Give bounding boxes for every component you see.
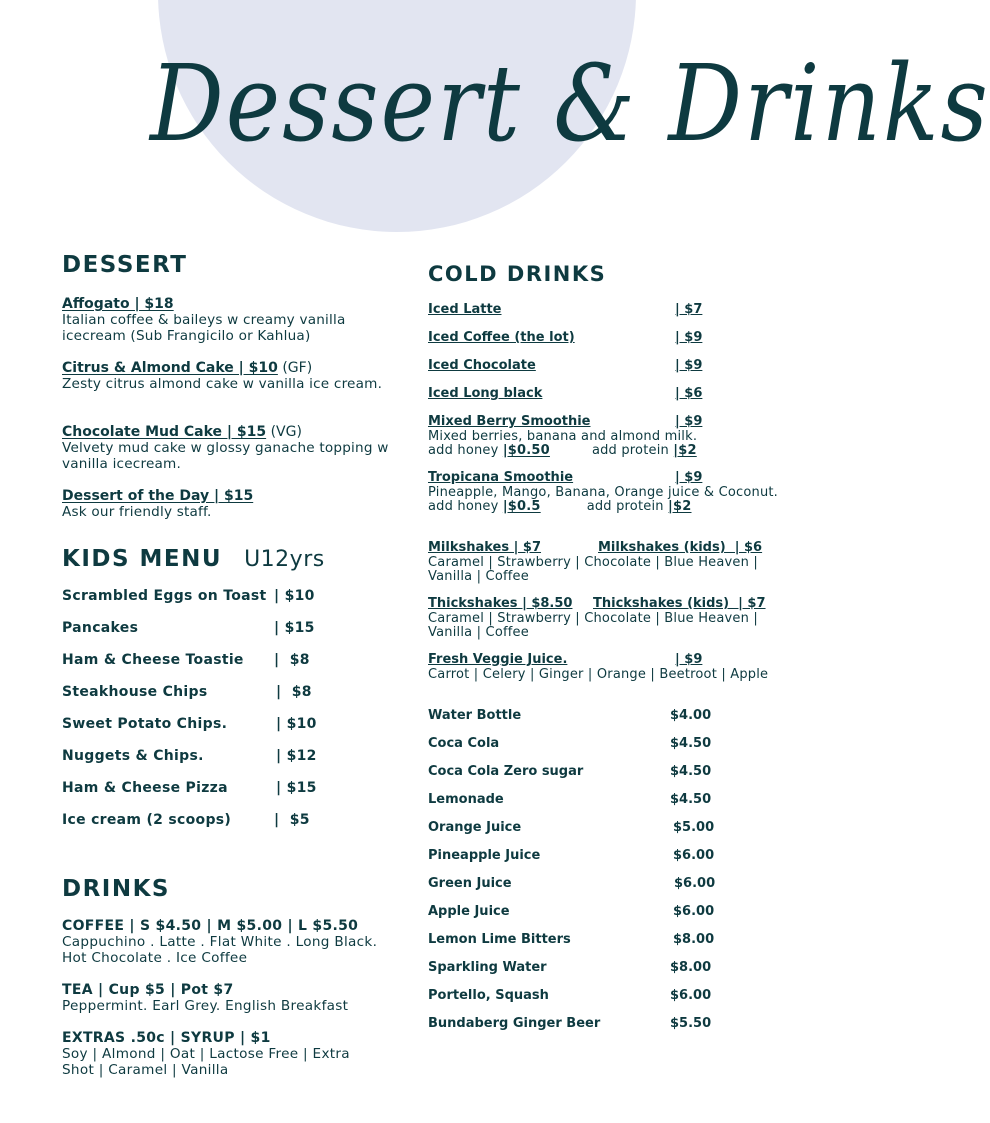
- drink-list-item: [428, 848, 715, 864]
- cold-drink-name: Iced Long black: [428, 386, 543, 401]
- milkshakes-title: Milkshakes | $7: [428, 540, 542, 555]
- milkshakes-kids-title: Milkshakes (kids) | $6: [598, 540, 763, 555]
- drink-list-price: $4.50: [670, 764, 712, 779]
- drink-list-price: $6.00: [673, 848, 715, 863]
- dessert-item-name: Affogato | $18: [62, 296, 174, 312]
- kids-item-name: Ice cream (2 scoops): [62, 812, 232, 828]
- drink-list-item: [428, 932, 715, 948]
- drinks-section-desc: Peppermint. Earl Grey. English Breakfast: [62, 998, 349, 1014]
- honey-price: |$0.5: [502, 499, 541, 514]
- kids-item-name: Steakhouse Chips: [62, 684, 208, 700]
- dessert-item-desc: Zesty citrus almond cake w vanilla ice cream.: [62, 376, 383, 392]
- dessert-item-tag: (VG): [266, 424, 302, 440]
- cold-drink-item: [428, 303, 778, 318]
- smoothie-berry: [428, 415, 778, 458]
- addon-line: [428, 444, 778, 458]
- drinks-section-title: COFFEE | S $4.50 | M $5.00 | L $5.50: [62, 918, 359, 934]
- dessert-heading: DESSERT: [62, 252, 188, 278]
- dessert-item-name: Citrus & Almond Cake | $10: [62, 360, 278, 376]
- veggie-juice: [428, 653, 778, 682]
- drink-list-item: [428, 960, 712, 976]
- drink-list-item: [428, 904, 715, 920]
- kids-menu-heading: [62, 546, 325, 572]
- cold-drink-desc: Pineapple, Mango, Banana, Orange juice & Coconut.: [428, 485, 779, 500]
- protein-label: add protein: [586, 499, 669, 514]
- cold-drink-price: | $9: [675, 470, 703, 485]
- kids-item-price: | $12: [276, 748, 317, 764]
- drinks-section-desc: Soy | Almond | Oat | Lactose Free | Extra Shot | Caramel | Vanilla: [62, 1046, 350, 1078]
- drinks-section-desc: Cappuchino . Latte . Flat White . Long Black. Hot Chocolate . Ice Coffee: [62, 934, 378, 966]
- drink-list-name: Lemonade: [428, 792, 504, 807]
- dessert-item: [62, 296, 392, 344]
- kids-item: [62, 684, 207, 700]
- cold-drink-name: Iced Chocolate: [428, 358, 536, 373]
- cold-drink-price: | $7: [675, 302, 703, 317]
- kids-item-price: | $8: [274, 652, 310, 668]
- drink-list-item: [428, 764, 712, 780]
- protein-price: |$2: [668, 499, 692, 514]
- drink-list-name: Green Juice: [428, 876, 512, 891]
- thickshakes-title: Thickshakes | $8.50: [428, 596, 573, 611]
- kids-item: [62, 780, 228, 796]
- cold-drink-price: | $9: [675, 414, 703, 429]
- kids-item-price: | $10: [276, 716, 317, 732]
- protein-label: add protein: [591, 443, 674, 458]
- cold-drink-name: Iced Latte: [428, 302, 502, 317]
- honey-label: add honey: [428, 443, 503, 458]
- protein-price: |$2: [673, 443, 697, 458]
- dessert-item-name: Dessert of the Day | $15: [62, 488, 254, 504]
- cold-drink-price: | $9: [675, 330, 703, 345]
- drinks-heading: DRINKS: [62, 876, 170, 902]
- kids-item: [62, 620, 138, 636]
- kids-item-name: Ham & Cheese Pizza: [62, 780, 228, 796]
- cold-drink-name: Tropicana Smoothie: [428, 470, 574, 485]
- drink-list-name: Sparkling Water: [428, 960, 547, 975]
- drink-list-name: Orange Juice: [428, 820, 522, 835]
- thickshakes: [428, 597, 778, 640]
- kids-item-price: | $15: [274, 620, 315, 636]
- smoothie-tropicana: [428, 471, 778, 514]
- drink-list-item: [428, 988, 712, 1004]
- kids-menu-age: U12yrs: [244, 547, 325, 572]
- dessert-item-name: Chocolate Mud Cake | $15: [62, 424, 267, 440]
- dessert-item: [62, 360, 392, 392]
- drink-list-item: [428, 820, 715, 836]
- thickshakes-kids-title: Thickshakes (kids) | $7: [593, 596, 766, 611]
- drink-list-item: [428, 876, 716, 892]
- dessert-item-desc: Velvety mud cake w glossy ganache topping w vanilla icecream.: [62, 440, 389, 472]
- honey-price: |$0.50: [502, 443, 550, 458]
- drink-list-name: Pineapple Juice: [428, 848, 541, 863]
- milkshakes-flavours: Caramel | Strawberry | Chocolate | Blue Heaven | Vanilla | Coffee: [428, 555, 758, 584]
- dessert-item: [62, 488, 392, 520]
- drink-list-price: $8.00: [673, 932, 715, 947]
- kids-item: [62, 588, 267, 604]
- drink-list-price: $8.00: [670, 960, 712, 975]
- kids-item-price: | $10: [274, 588, 315, 604]
- drinks-section: [62, 918, 382, 966]
- dessert-item-desc: Italian coffee & baileys w creamy vanilla icecream (Sub Frangicilo or Kahlua): [62, 312, 346, 344]
- drink-list-name: Bundaberg Ginger Beer: [428, 1016, 601, 1031]
- kids-item: [62, 652, 244, 668]
- drink-list-item: [428, 736, 712, 752]
- drinks-section: [62, 1030, 352, 1078]
- kids-item-name: Pancakes: [62, 620, 139, 636]
- cold-drink-name: Iced Coffee (the lot): [428, 330, 575, 345]
- drink-list-name: Coca Cola Zero sugar: [428, 764, 584, 779]
- drink-list-price: $5.00: [673, 820, 715, 835]
- drink-list-price: $6.00: [673, 904, 715, 919]
- addon-line: [428, 500, 778, 514]
- kids-item: [62, 716, 227, 732]
- drink-list-name: Apple Juice: [428, 904, 510, 919]
- drink-list-item: [428, 1016, 712, 1032]
- kids-item-name: Sweet Potato Chips.: [62, 716, 228, 732]
- dessert-item: [62, 424, 392, 472]
- drink-list-name: Water Bottle: [428, 708, 522, 723]
- cold-drink-name: Mixed Berry Smoothie: [428, 414, 591, 429]
- menu-title: Dessert & Drinks: [150, 42, 990, 166]
- drink-list-name: Coca Cola: [428, 736, 500, 751]
- kids-menu-title: KIDS MENU: [62, 546, 223, 572]
- thickshakes-flavours: Caramel | Strawberry | Chocolate | Blue Heaven | Vanilla | Coffee: [428, 611, 758, 640]
- drink-list-price: $6.00: [674, 876, 716, 891]
- drinks-section-title: TEA | Cup $5 | Pot $7: [62, 982, 234, 998]
- drink-list-price: $5.50: [670, 1016, 712, 1031]
- cold-drink-price: | $6: [675, 386, 703, 401]
- drink-list-item: [428, 792, 712, 808]
- drink-list-name: Portello, Squash: [428, 988, 549, 1003]
- kids-item: [62, 748, 204, 764]
- cold-drink-price: | $9: [675, 652, 703, 667]
- drink-list-name: Lemon Lime Bitters: [428, 932, 571, 947]
- kids-item: [62, 812, 231, 828]
- kids-item-name: Ham & Cheese Toastie: [62, 652, 244, 668]
- kids-item-price: | $8: [276, 684, 312, 700]
- cold-drink-item: [428, 359, 778, 374]
- drink-list-price: $6.00: [670, 988, 712, 1003]
- cold-drink-item: [428, 387, 778, 402]
- kids-item-price: | $15: [276, 780, 317, 796]
- cold-drink-name: Fresh Veggie Juice.: [428, 652, 568, 667]
- drinks-section: [62, 982, 392, 1014]
- cold-drink-price: | $9: [675, 358, 703, 373]
- cold-drink-item: [428, 331, 778, 346]
- drink-list-price: $4.50: [670, 736, 712, 751]
- kids-item-name: Scrambled Eggs on Toast: [62, 588, 267, 604]
- kids-item-price: | $5: [274, 812, 310, 828]
- kids-item-name: Nuggets & Chips.: [62, 748, 204, 764]
- drink-list-item: [428, 708, 712, 724]
- cold-drinks-heading: COLD DRINKS: [428, 262, 607, 286]
- dessert-item-tag: (GF): [277, 360, 313, 376]
- honey-label: add honey: [428, 499, 503, 514]
- dessert-item-desc: Ask our friendly staff.: [62, 504, 212, 520]
- drink-list-price: $4.50: [670, 792, 712, 807]
- cold-drink-desc: Mixed berries, banana and almond milk.: [428, 429, 698, 444]
- milkshakes: [428, 541, 778, 584]
- cold-drink-desc: Carrot | Celery | Ginger | Orange | Beetroot | Apple: [428, 667, 769, 682]
- drinks-section-title: EXTRAS .50c | SYRUP | $1: [62, 1030, 271, 1046]
- drink-list-price: $4.00: [670, 708, 712, 723]
